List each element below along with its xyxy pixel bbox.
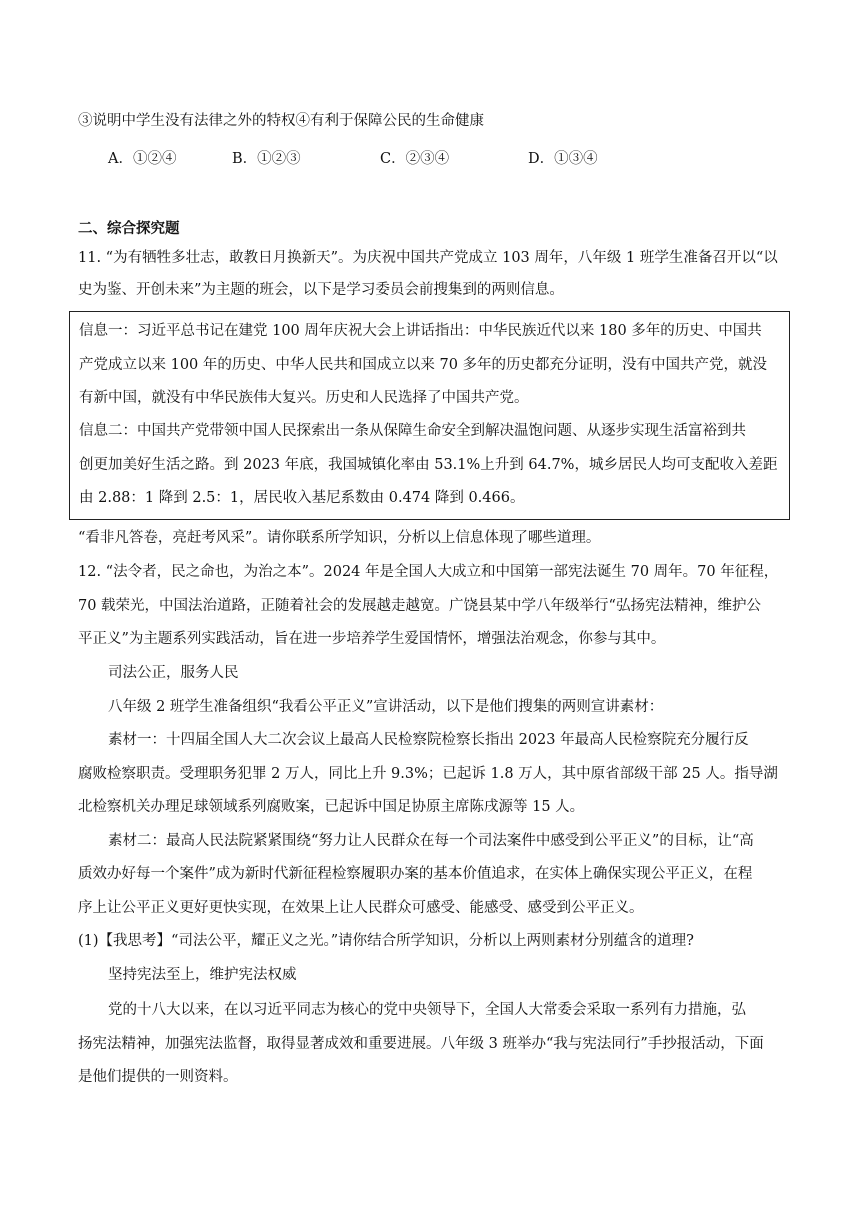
subsection-2-line: 是他们提供的一则资料。 <box>78 1069 238 1085</box>
option-c: C．②③④ <box>380 151 450 167</box>
material-1-line: 素材一：十四届全国人大二次会议上最高人民检察院检察长指出 2023 年最高人民检察院充分履行反 <box>108 732 749 748</box>
q12-intro-line: 平正义”为主题系列实践活动，旨在进一步培养学生爱国情怀，增强法治观念，你参与其中。 <box>78 631 666 647</box>
subsection-title-1: 司法公正，服务人民 <box>108 665 239 681</box>
option-a: A．①②④ <box>108 151 177 167</box>
material-1-line: 腐败检察职责。受理职务犯罪 2 万人，同比上升 9.3%；已起诉 1.8 万人，其中原省部级干部 25 人。指导湖 <box>78 766 778 782</box>
q11-line-2: 史为鉴、开创未来”为主题的班会，以下是学习委员会前搜集到的两则信息。 <box>78 282 564 298</box>
material-2-line: 质效办好每一个案件”成为新时代新征程检察履职办案的基本价值追求，在实体上确保实现公平正义，在程 <box>78 866 753 882</box>
subsection-intro-1: 八年级 2 班学生准备组织“我看公平正义”宣讲活动，以下是他们搜集的两则宣讲素材： <box>108 699 664 715</box>
section-title: 二、综合探究题 <box>78 220 180 237</box>
subsection-2-line: 党的十八大以来，在以习近平同志为核心的党中央领导下，全国人大常委会采取一系列有力措施，弘 <box>108 1002 746 1018</box>
q12-intro-line: 70 载荣光，中国法治道路，正随着社会的发展越走越宽。广饶县某中学八年级举行“弘扬宪法精神，维护公 <box>78 598 761 614</box>
info-box-line: 有新中国，就没有中华民族伟大复兴。历史和人民选择了中国共产党。 <box>79 390 529 406</box>
q11-question: “看非凡答卷，亮赶考风采”。请你联系所学知识，分析以上信息体现了哪些道理。 <box>78 530 601 546</box>
q12-intro-line: 12. “法令者，民之命也，为治之本”。2024 年是全国人大成立和中国第一部宪法诞生 70 周年。70 年征程， <box>78 564 779 580</box>
info-box-line: 创更加美好生活之路。到 2023 年底，我国城镇化率由 53.1%上升到 64.7%，城乡居民人均可支配收入差距 <box>79 457 778 473</box>
subsection-2-line: 扬宪法精神，加强宪法监督，取得显著成效和重要进展。八年级 3 班举办“我与宪法同行”手抄报活动，下面 <box>78 1036 764 1052</box>
q10-tail: ③说明中学生没有法律之外的特权④有利于保障公民的生命健康 <box>78 113 484 129</box>
info-box-line: 产党成立以来 100 年的历史、中华人民共和国成立以来 70 多年的历史都充分证明，没有中国共产党，就没 <box>79 357 768 373</box>
sub-question-1: (1)【我思考】“司法公平，耀正义之光。”请你结合所学知识，分析以上两则素材分别蕴含的道理? <box>78 933 694 949</box>
material-2-line: 素材二：最高人民法院紧紧围绕“努力让人民群众在每一个司法案件中感受到公平正义”的目标，让“高 <box>108 833 754 849</box>
info-box-line: 信息二：中国共产党带领中国人民探索出一条从保障生命安全到解决温饱问题、从逐步实现生活富裕到共 <box>79 423 746 439</box>
info-box <box>69 311 790 520</box>
option-d: D．①③④ <box>528 151 598 167</box>
subsection-title-2: 坚持宪法至上，维护宪法权威 <box>108 967 297 983</box>
material-1-line: 北检察机关办理足球领域系列腐败案，已起诉中国足协原主席陈戌源等 15 人。 <box>78 799 585 815</box>
material-2-line: 序上让公平正义更好更快实现，在效果上让人民群众可感受、能感受、感受到公平正义。 <box>78 900 644 916</box>
info-box-line: 信息一：习近平总书记在建党 100 周年庆祝大会上讲话指出：中华民族近代以来 180 多年的历史、中国共 <box>79 323 762 339</box>
info-box-line: 由 2.88：1 降到 2.5：1，居民收入基尼系数由 0.474 降到 0.466。 <box>79 490 525 506</box>
q11-line-1: 11. “为有牺牲多壮志，敢教日月换新天”。为庆祝中国共产党成立 103 周年，八年级 1 班学生准备召开以“以 <box>78 250 778 266</box>
option-b: B．①②③ <box>232 151 301 167</box>
